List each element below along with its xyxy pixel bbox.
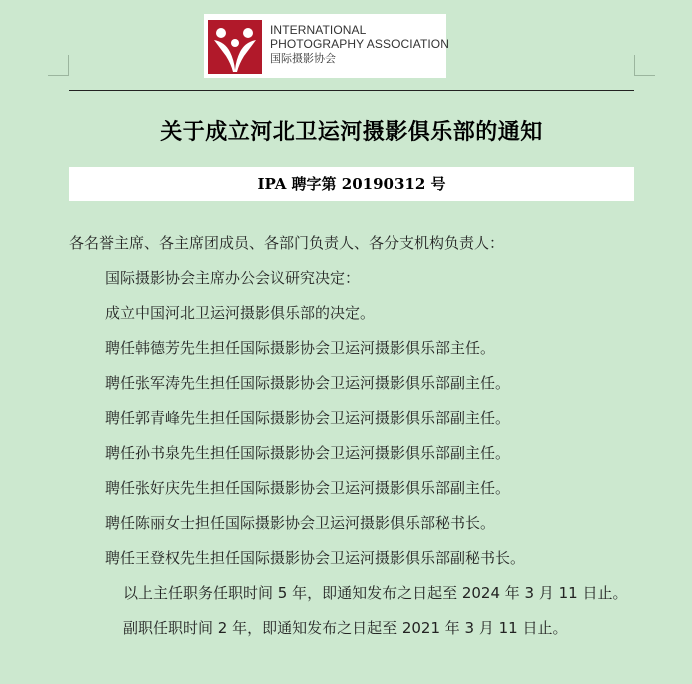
logo-line-1: INTERNATIONAL [270, 23, 367, 37]
paragraph-6: 聘任孙书泉先生担任国际摄影协会卫运河摄影俱乐部副主任。 [105, 444, 511, 462]
page-margin-corner-right [634, 55, 655, 76]
document-title: 关于成立河北卫运河摄影俱乐部的通知 [160, 120, 543, 145]
paragraph-1: 国际摄影协会主席办公会议研究决定： [105, 269, 361, 287]
paragraph-5: 聘任郭青峰先生担任国际摄影协会卫运河摄影俱乐部副主任。 [105, 409, 511, 427]
document-body [69, 226, 634, 646]
paragraph-2: 成立中国河北卫运河摄影俱乐部的决定。 [105, 304, 376, 322]
logo-line-2: PHOTOGRAPHY ASSOCIATION [270, 37, 450, 51]
paragraph-9: 聘任王登权先生担任国际摄影协会卫运河摄影俱乐部副秘书长。 [105, 549, 526, 567]
paragraph-8: 聘任陈丽女士担任国际摄影协会卫运河摄影俱乐部秘书长。 [105, 514, 496, 532]
term-main: 以上主任职务任职时间 5 年，即通知发布之日起至 2024 年 3 月 11 日止。 [123, 584, 628, 602]
term-deputy: 副职任职时间 2 年，即通知发布之日起至 2021 年 3 月 11 日止。 [123, 619, 568, 637]
paragraph-4: 聘任张军涛先生担任国际摄影协会卫运河摄影俱乐部副主任。 [105, 374, 511, 392]
paragraph-3: 聘任韩德芳先生担任国际摄影协会卫运河摄影俱乐部主任。 [105, 339, 496, 357]
logo-line-chinese: 国际摄影协会 [270, 53, 336, 65]
logo-text [270, 23, 449, 66]
salutation: 各名誉主席、各主席团成员、各部门负责人、各分支机构负责人： [69, 234, 505, 252]
page-margin-corner-left [48, 55, 69, 76]
header-rule [69, 90, 634, 91]
logo-figure-head-center [231, 39, 239, 47]
association-logo [204, 14, 450, 78]
paragraph-7: 聘任张好庆先生担任国际摄影协会卫运河摄影俱乐部副主任。 [105, 479, 511, 497]
logo-figure-head-right [243, 28, 253, 38]
document-number: IPA 聘字第 20190312 号 [69, 167, 634, 201]
logo-figure-head-left [216, 28, 226, 38]
logo-emblem-icon [208, 20, 262, 74]
